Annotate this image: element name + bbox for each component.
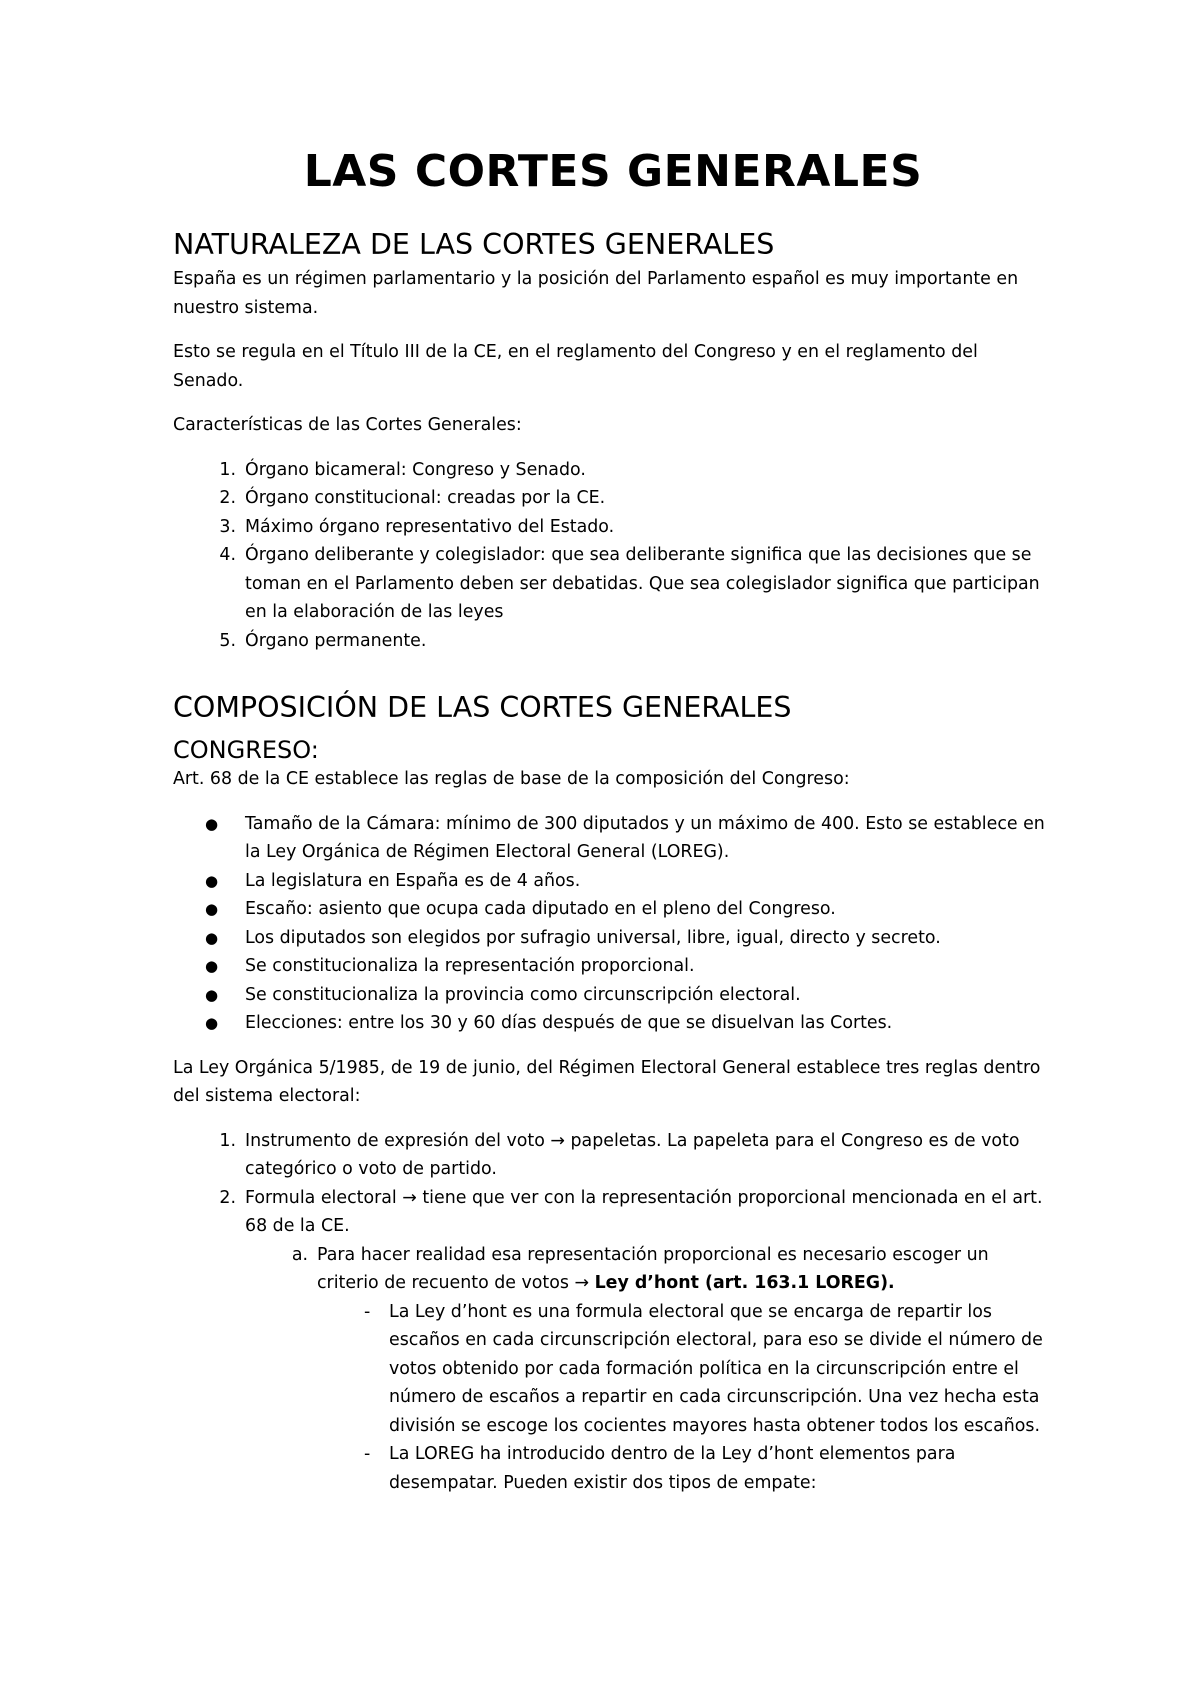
dash-marker: - [364,1301,371,1322]
list-item: ● Se constitucionaliza la provincia como circunscripción electoral. [245,981,1053,1010]
list-item: 1. Instrumento de expresión del voto → papeletas. La papeleta para el Congreso es de voto categórico o voto de partido. [219,1130,1020,1179]
dash-marker: - [364,1444,371,1464]
list-item: - La LOREG ha introducido dentro de la Ley d’hont elementos para desempatar. Pueden existir dos tipos de empate: [389,1440,1053,1497]
list-item: 2. Órgano constitucional: creadas por la CE. [219,488,606,508]
list-item: ● Tamaño de la Cámara: mínimo de 300 diputados y un máximo de 400. Esto se establece en la Ley Orgánica de Régimen Electoral General (LOREG). [245,810,1053,867]
caracteristicas-list [219,456,1053,656]
heading-composicion: COMPOSICIÓN DE LAS CORTES GENERALES [173,691,792,724]
bullet-icon: ● [205,900,219,918]
list-item: ● La legislatura en España es de 4 años. [245,867,1053,896]
list-item: 2. Formula electoral → tiene que ver con la representación proporcional mencionada en el art. 68 de la CE. [219,1187,1043,1236]
ley-dhont-reference: Ley d’hont (art. 163.1 LOREG). [594,1273,895,1293]
list-item: ● Escaño: asiento que ocupa cada diputado en el pleno del Congreso. [245,895,1053,924]
bullet-icon: ● [205,928,219,947]
document-body [173,142,1053,1497]
bullet-icon: ● [205,1014,219,1032]
paragraph-caracteristicas-intro: Características de las Cortes Generales: [173,415,522,435]
bullet-icon: ● [205,985,219,1004]
dhont-dash-list [364,1298,1053,1498]
sub-item-a: a. Para hacer realidad esa representación proporcional es necesario escoger un criterio de recuento de votos → Ley d’hont (art. 163.1 LOREG). [291,1244,989,1293]
list-item: 3. Máximo órgano representativo del Estado. [219,516,615,537]
congreso-bullet-list [205,810,1053,1038]
bullet-icon: ● [205,814,219,833]
list-item: ● Elecciones: entre los 30 y 60 días después de que se disuelvan las Cortes. [245,1009,1053,1038]
list-item: ● Se constitucionaliza la representación proporcional. [245,952,1053,981]
list-item: ● Los diputados son elegidos por sufragio universal, libre, igual, directo y secreto. [245,924,1053,953]
paragraph-art68: Art. 68 de la CE establece las reglas de base de la composición del Congreso: [173,769,850,789]
paragraph-regimen: España es un régimen parlamentario y la posición del Parlamento español es muy importante en nuestro sistema. [173,269,1019,318]
paragraph-loreg: La Ley Orgánica 5/1985, de 19 de junio, del Régimen Electoral General establece tres reglas dentro del sistema electoral: [173,1057,1041,1106]
reglas-list [219,1127,1053,1241]
list-item: - La Ley d’hont es una formula electoral que se encarga de repartir los escaños en cada circunscripción electoral, para eso se divide el número de votos obtenido por cada formación política en la circunscripción entre el número de escaños a repartir en cada circunscripción. Una vez hecha esta división se escoge los cocientes mayores hasta obtener todos los escaños. [389,1298,1053,1441]
heading-naturaleza: NATURALEZA DE LAS CORTES GENERALES [173,228,775,261]
document-title: LAS CORTES GENERALES [303,146,923,197]
list-item: 5. Órgano permanente. [219,630,427,651]
bullet-icon: ● [205,957,219,975]
paragraph-regulacion: Esto se regula en el Título III de la CE, en el reglamento del Congreso y en el reglamento del Senado. [173,342,978,391]
list-item: 1. Órgano bicameral: Congreso y Senado. [219,459,586,480]
subheading-congreso: CONGRESO: [173,736,319,764]
list-item: 4. Órgano deliberante y colegislador: que sea deliberante significa que las decisiones que se toman en el Parlamento deben ser debatidas. Que sea colegislador significa que participan en la elaboración de las leyes [219,545,1040,622]
bullet-icon: ● [205,871,219,890]
